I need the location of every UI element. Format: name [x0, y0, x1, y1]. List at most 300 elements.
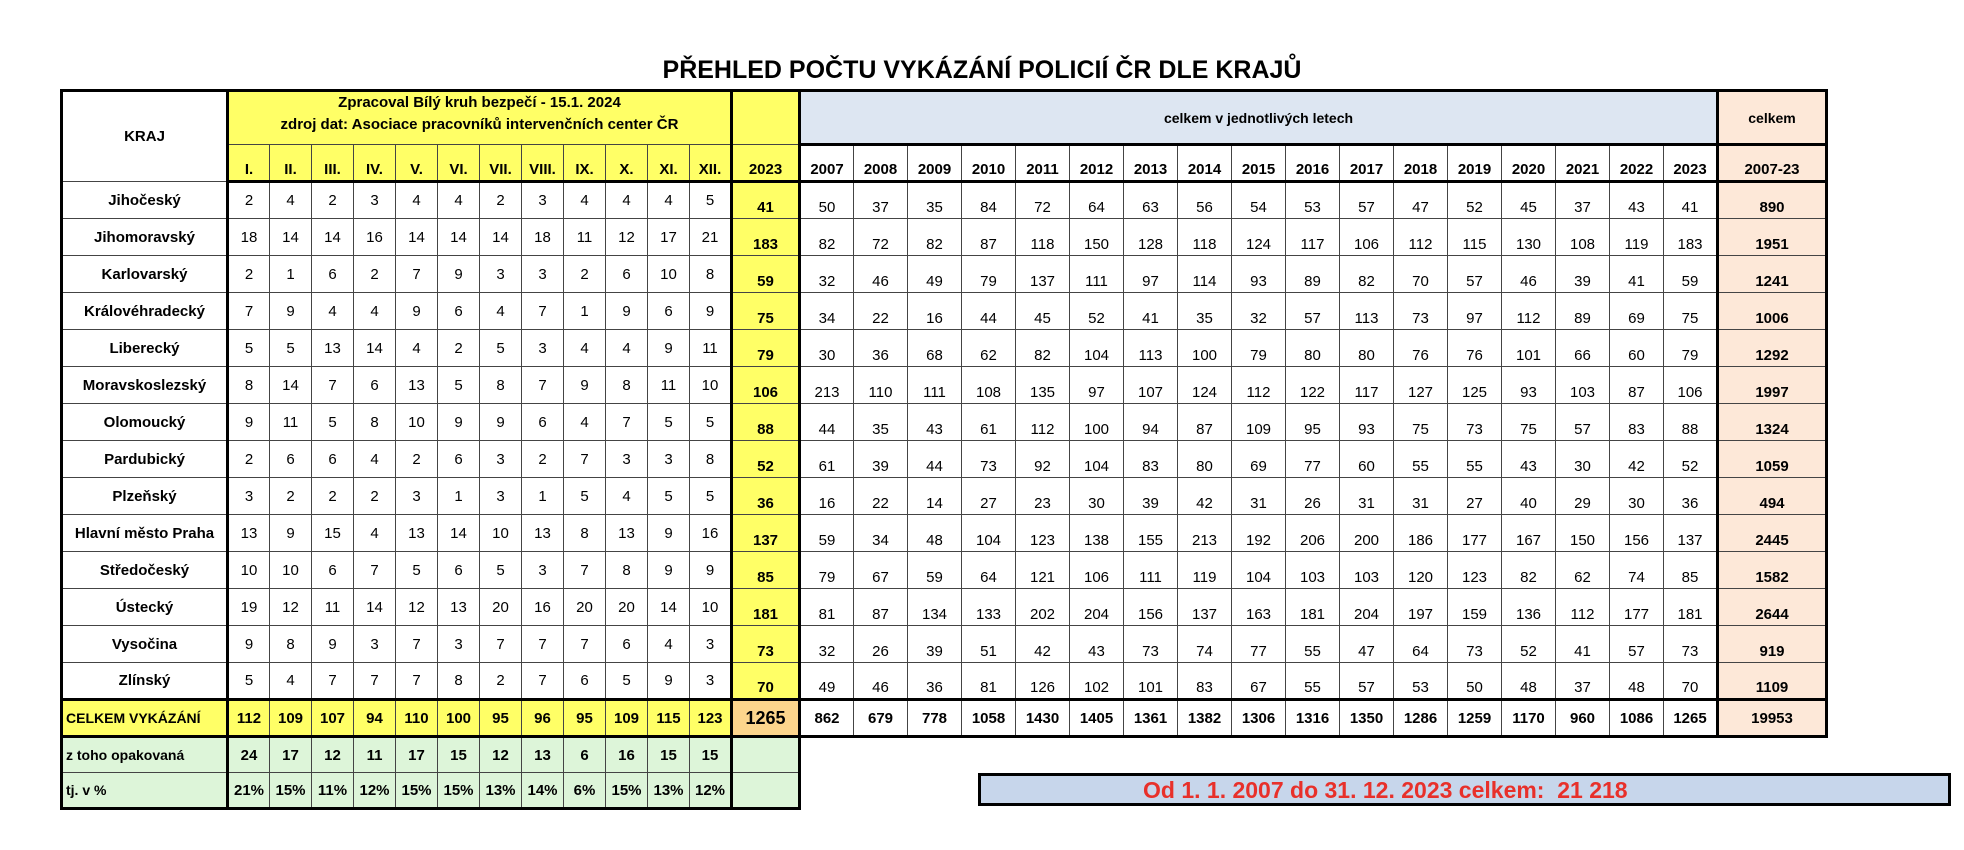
percent-value: 12% [354, 773, 396, 809]
year-value: 82 [1502, 552, 1556, 589]
month-value: 7 [312, 367, 354, 404]
year-total: 1259 [1448, 700, 1502, 737]
year-value: 30 [1070, 478, 1124, 515]
year-value: 55 [1286, 663, 1340, 700]
year-value: 77 [1232, 626, 1286, 663]
year-value: 51 [962, 626, 1016, 663]
month-header: III. [312, 145, 354, 182]
year-value: 61 [800, 441, 854, 478]
percent-value: 13% [648, 773, 690, 809]
row-total: 1006 [1718, 293, 1827, 330]
year-value: 75 [1394, 404, 1448, 441]
year-value: 60 [1340, 441, 1394, 478]
year-value: 80 [1340, 330, 1394, 367]
year-2023-value: 106 [732, 367, 800, 404]
year-value: 79 [800, 552, 854, 589]
year-value: 61 [962, 404, 1016, 441]
year-value: 83 [1610, 404, 1664, 441]
year-value: 126 [1016, 663, 1070, 700]
month-value: 14 [354, 330, 396, 367]
year-value: 57 [1556, 404, 1610, 441]
month-value: 11 [648, 367, 690, 404]
year-2023-value: 183 [732, 219, 800, 256]
month-value: 9 [438, 404, 480, 441]
row-total: 1997 [1718, 367, 1827, 404]
year-value: 57 [1340, 182, 1394, 219]
source-line-1: Zpracoval Bílý kruh bezpečí - 15.1. 2024 [338, 94, 621, 111]
year-header: 2008 [854, 145, 908, 182]
year-header: 2007 [800, 145, 854, 182]
year-value: 206 [1286, 515, 1340, 552]
year-value: 67 [1232, 663, 1286, 700]
row-total: 1241 [1718, 256, 1827, 293]
year-value: 36 [854, 330, 908, 367]
kraj-header: KRAJ [62, 91, 228, 182]
year-value: 34 [800, 293, 854, 330]
month-value: 5 [648, 404, 690, 441]
year-value: 81 [800, 589, 854, 626]
month-value: 14 [396, 219, 438, 256]
year-value: 202 [1016, 589, 1070, 626]
row-total: 2445 [1718, 515, 1827, 552]
year-value: 48 [1502, 663, 1556, 700]
table-row [62, 441, 1827, 478]
year-value: 104 [1232, 552, 1286, 589]
year-value: 77 [1286, 441, 1340, 478]
year-value: 89 [1556, 293, 1610, 330]
kraj-name: Moravskoslezský [62, 367, 228, 404]
table-row [62, 256, 1827, 293]
month-value: 6 [312, 441, 354, 478]
month-value: 9 [270, 293, 312, 330]
year-2023-value: 36 [732, 478, 800, 515]
year-value: 41 [1124, 293, 1178, 330]
month-value: 1 [522, 478, 564, 515]
year-value: 81 [962, 663, 1016, 700]
year-value: 44 [908, 441, 962, 478]
month-value: 1 [564, 293, 606, 330]
year-value: 124 [1232, 219, 1286, 256]
year-value: 43 [1070, 626, 1124, 663]
year-value: 97 [1070, 367, 1124, 404]
year-value: 135 [1016, 367, 1070, 404]
year-value: 37 [1556, 182, 1610, 219]
table-row [62, 515, 1827, 552]
month-value: 5 [228, 663, 270, 700]
month-value: 5 [228, 330, 270, 367]
month-value: 2 [228, 182, 270, 219]
year-value: 64 [962, 552, 1016, 589]
row-total: 1109 [1718, 663, 1827, 700]
year-value: 107 [1124, 367, 1178, 404]
year-value: 73 [1394, 293, 1448, 330]
month-value: 16 [354, 219, 396, 256]
month-value: 4 [396, 182, 438, 219]
month-value: 7 [354, 552, 396, 589]
year-value: 128 [1124, 219, 1178, 256]
month-value: 4 [438, 182, 480, 219]
kraj-name: Jihomoravský [62, 219, 228, 256]
year-2023-value: 70 [732, 663, 800, 700]
month-value: 5 [312, 404, 354, 441]
month-value: 3 [522, 182, 564, 219]
row-total: 890 [1718, 182, 1827, 219]
year-value: 34 [854, 515, 908, 552]
month-value: 2 [270, 478, 312, 515]
repeated-empty [732, 737, 800, 773]
year-value: 37 [854, 182, 908, 219]
year-value: 177 [1448, 515, 1502, 552]
year-value: 46 [1502, 256, 1556, 293]
year-value: 100 [1070, 404, 1124, 441]
year-value: 27 [962, 478, 1016, 515]
month-value: 8 [606, 367, 648, 404]
year-value: 37 [1556, 663, 1610, 700]
year-value: 66 [1556, 330, 1610, 367]
kraj-name: Pardubický [62, 441, 228, 478]
year-value: 181 [1286, 589, 1340, 626]
year-value: 14 [908, 478, 962, 515]
month-value: 4 [564, 182, 606, 219]
month-value: 9 [228, 626, 270, 663]
month-value: 5 [480, 330, 522, 367]
year-value: 42 [1016, 626, 1070, 663]
year-2023-value: 52 [732, 441, 800, 478]
year-total: 1316 [1286, 700, 1340, 737]
month-value: 9 [690, 293, 732, 330]
kraj-name: Vysočina [62, 626, 228, 663]
month-value: 5 [270, 330, 312, 367]
percent-value: 21% [228, 773, 270, 809]
year-header: 2011 [1016, 145, 1070, 182]
years-title: celkem v jednotlivých letech [800, 91, 1718, 145]
year-value: 31 [1394, 478, 1448, 515]
year-value: 156 [1124, 589, 1178, 626]
month-value: 14 [648, 589, 690, 626]
year-value: 93 [1340, 404, 1394, 441]
percent-value: 6% [564, 773, 606, 809]
year-2023-value: 79 [732, 330, 800, 367]
month-value: 7 [522, 626, 564, 663]
month-value: 8 [354, 404, 396, 441]
year-header: 2020 [1502, 145, 1556, 182]
month-value: 3 [690, 626, 732, 663]
month-value: 13 [312, 330, 354, 367]
year-value: 134 [908, 589, 962, 626]
report-table-wrapper [60, 89, 1828, 810]
month-value: 5 [606, 663, 648, 700]
year-value: 87 [1610, 367, 1664, 404]
year-value: 64 [1394, 626, 1448, 663]
month-value: 9 [228, 404, 270, 441]
year-value: 26 [1286, 478, 1340, 515]
month-value: 2 [522, 441, 564, 478]
month-value: 2 [438, 330, 480, 367]
header-row [62, 145, 1827, 182]
month-value: 12 [606, 219, 648, 256]
year-value: 125 [1448, 367, 1502, 404]
month-value: 7 [522, 663, 564, 700]
year-value: 113 [1340, 293, 1394, 330]
repeated-value: 24 [228, 737, 270, 773]
month-value: 5 [396, 552, 438, 589]
month-value: 7 [522, 293, 564, 330]
year-value: 50 [1448, 663, 1502, 700]
year-value: 111 [1124, 552, 1178, 589]
year-value: 200 [1340, 515, 1394, 552]
repeated-value: 17 [396, 737, 438, 773]
spacer [800, 737, 1827, 773]
month-value: 10 [270, 552, 312, 589]
month-value: 8 [606, 552, 648, 589]
month-value: 6 [312, 256, 354, 293]
month-header: XII. [690, 145, 732, 182]
year-value: 31 [1232, 478, 1286, 515]
year-value: 79 [1664, 330, 1718, 367]
year-total: 778 [908, 700, 962, 737]
year-2023-value: 41 [732, 182, 800, 219]
year-value: 36 [1664, 478, 1718, 515]
month-value: 4 [564, 330, 606, 367]
year-value: 30 [1610, 478, 1664, 515]
year-value: 69 [1232, 441, 1286, 478]
year-value: 123 [1448, 552, 1502, 589]
year-value: 46 [854, 663, 908, 700]
month-value: 3 [690, 663, 732, 700]
month-value: 10 [480, 515, 522, 552]
year-value: 106 [1664, 367, 1718, 404]
year-value: 118 [1178, 219, 1232, 256]
month-value: 8 [690, 256, 732, 293]
year-header: 2013 [1124, 145, 1178, 182]
year-value: 73 [1448, 404, 1502, 441]
month-value: 7 [396, 256, 438, 293]
month-value: 8 [270, 626, 312, 663]
month-value: 2 [354, 256, 396, 293]
kraj-name: Královéhradecký [62, 293, 228, 330]
month-value: 3 [480, 256, 522, 293]
month-total: 109 [606, 700, 648, 737]
month-value: 9 [648, 330, 690, 367]
month-value: 6 [648, 293, 690, 330]
month-value: 14 [312, 219, 354, 256]
month-value: 6 [438, 552, 480, 589]
year-value: 103 [1286, 552, 1340, 589]
year-value: 93 [1502, 367, 1556, 404]
year-total: 862 [800, 700, 854, 737]
year-value: 163 [1232, 589, 1286, 626]
month-value: 3 [396, 478, 438, 515]
month-value: 14 [354, 589, 396, 626]
table-row [62, 330, 1827, 367]
kraj-name: Středočeský [62, 552, 228, 589]
year-value: 80 [1178, 441, 1232, 478]
year-value: 76 [1394, 330, 1448, 367]
month-value: 9 [648, 663, 690, 700]
year-total: 960 [1556, 700, 1610, 737]
year-total: 1306 [1232, 700, 1286, 737]
year-value: 31 [1340, 478, 1394, 515]
year-value: 112 [1394, 219, 1448, 256]
year-value: 45 [1502, 182, 1556, 219]
year-value: 101 [1502, 330, 1556, 367]
month-value: 3 [522, 552, 564, 589]
month-value: 12 [270, 589, 312, 626]
year-2023-value: 88 [732, 404, 800, 441]
month-header: IV. [354, 145, 396, 182]
year-value: 35 [854, 404, 908, 441]
year-total: 1086 [1610, 700, 1664, 737]
table-row [62, 182, 1827, 219]
month-value: 7 [480, 626, 522, 663]
year-value: 57 [1340, 663, 1394, 700]
year-value: 121 [1016, 552, 1070, 589]
month-value: 13 [522, 515, 564, 552]
month-value: 9 [396, 293, 438, 330]
percent-value: 13% [480, 773, 522, 809]
year-value: 44 [962, 293, 1016, 330]
year-value: 72 [854, 219, 908, 256]
year-value: 106 [1070, 552, 1124, 589]
month-value: 7 [606, 404, 648, 441]
total-title: celkem [1718, 91, 1827, 145]
month-value: 9 [606, 293, 648, 330]
percent-value: 14% [522, 773, 564, 809]
month-header: I. [228, 145, 270, 182]
month-value: 21 [690, 219, 732, 256]
repeated-row [62, 737, 1827, 773]
month-value: 16 [522, 589, 564, 626]
month-value: 1 [438, 478, 480, 515]
month-header: IX. [564, 145, 606, 182]
month-value: 4 [480, 293, 522, 330]
year-value: 102 [1070, 663, 1124, 700]
year-header: 2012 [1070, 145, 1124, 182]
total-header: 2007-23 [1718, 145, 1827, 182]
year-value: 119 [1610, 219, 1664, 256]
month-value: 7 [522, 367, 564, 404]
month-value: 6 [438, 441, 480, 478]
month-value: 4 [270, 182, 312, 219]
year-total: 1361 [1124, 700, 1178, 737]
year-total: 1350 [1340, 700, 1394, 737]
row-total: 1059 [1718, 441, 1827, 478]
year-value: 67 [854, 552, 908, 589]
kraj-name: Olomoucký [62, 404, 228, 441]
year-value: 59 [800, 515, 854, 552]
month-value: 14 [270, 219, 312, 256]
kraj-name: Zlínský [62, 663, 228, 700]
year-header: 2021 [1556, 145, 1610, 182]
year-value: 183 [1664, 219, 1718, 256]
month-value: 5 [564, 478, 606, 515]
month-value: 4 [270, 663, 312, 700]
month-value: 2 [480, 182, 522, 219]
month-value: 14 [438, 219, 480, 256]
month-value: 4 [312, 293, 354, 330]
year-value: 64 [1070, 182, 1124, 219]
year-value: 104 [1070, 330, 1124, 367]
year-value: 112 [1232, 367, 1286, 404]
year-value: 80 [1286, 330, 1340, 367]
year-value: 63 [1124, 182, 1178, 219]
year-total: 1405 [1070, 700, 1124, 737]
year-value: 110 [854, 367, 908, 404]
year-value: 136 [1502, 589, 1556, 626]
year-value: 137 [1178, 589, 1232, 626]
month-value: 10 [228, 552, 270, 589]
month-value: 2 [312, 478, 354, 515]
kraj-name: Karlovarský [62, 256, 228, 293]
month-value: 19 [228, 589, 270, 626]
year-value: 106 [1340, 219, 1394, 256]
year-value: 192 [1232, 515, 1286, 552]
year-value: 112 [1016, 404, 1070, 441]
year-value: 94 [1124, 404, 1178, 441]
month-value: 7 [312, 663, 354, 700]
kraj-name: Ústecký [62, 589, 228, 626]
source-note [228, 91, 732, 145]
row-total: 2644 [1718, 589, 1827, 626]
year-value: 68 [908, 330, 962, 367]
year-value: 50 [800, 182, 854, 219]
month-value: 3 [522, 330, 564, 367]
table-row [62, 293, 1827, 330]
header-row [62, 91, 1827, 145]
month-value: 7 [228, 293, 270, 330]
year-value: 111 [908, 367, 962, 404]
year-header: 2009 [908, 145, 962, 182]
month-value: 9 [564, 367, 606, 404]
percent-value: 15% [438, 773, 480, 809]
row-total: 1292 [1718, 330, 1827, 367]
month-value: 7 [564, 552, 606, 589]
year-value: 93 [1232, 256, 1286, 293]
month-value: 18 [522, 219, 564, 256]
year-value: 54 [1232, 182, 1286, 219]
year-value: 113 [1124, 330, 1178, 367]
repeated-value: 13 [522, 737, 564, 773]
year-header: 2018 [1394, 145, 1448, 182]
month-value: 11 [564, 219, 606, 256]
year-header: 2014 [1178, 145, 1232, 182]
month-header: VII. [480, 145, 522, 182]
year-value: 41 [1610, 256, 1664, 293]
report-table [60, 89, 1828, 810]
year-value: 48 [908, 515, 962, 552]
year-value: 82 [908, 219, 962, 256]
year-header: 2016 [1286, 145, 1340, 182]
month-value: 8 [564, 515, 606, 552]
year-value: 150 [1070, 219, 1124, 256]
year-value: 43 [908, 404, 962, 441]
year-value: 40 [1502, 478, 1556, 515]
year-value: 156 [1610, 515, 1664, 552]
year-value: 46 [854, 256, 908, 293]
year-total: 1058 [962, 700, 1016, 737]
month-value: 4 [354, 293, 396, 330]
year-2023-value: 137 [732, 515, 800, 552]
month-value: 14 [270, 367, 312, 404]
year-value: 57 [1610, 626, 1664, 663]
year-2023-value: 181 [732, 589, 800, 626]
year-value: 87 [854, 589, 908, 626]
year-value: 82 [1340, 256, 1394, 293]
month-header: XI. [648, 145, 690, 182]
year-value: 213 [800, 367, 854, 404]
year-value: 39 [908, 626, 962, 663]
year-value: 59 [1664, 256, 1718, 293]
